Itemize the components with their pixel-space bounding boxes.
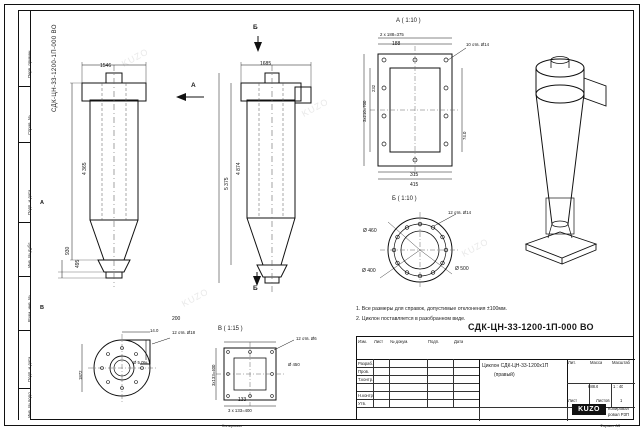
section-mark-b-bottom: Б xyxy=(253,285,258,292)
col-podp: Подп. xyxy=(428,339,440,344)
section-mark-a-left: А xyxy=(40,200,44,206)
margin-div xyxy=(18,330,30,331)
main-dim-1546: 1546 xyxy=(100,63,112,69)
section-arrow-b-bottom xyxy=(249,272,263,288)
detail-v-label: В ( 1:15 ) xyxy=(218,326,243,332)
detail-a-dim-315: 315 xyxy=(410,172,419,178)
note-2: 2. Циклон поставляется в разобранном виде. xyxy=(356,316,466,322)
margin-div xyxy=(18,86,30,87)
section-mark-b-top: Б xyxy=(253,24,258,31)
field-podp-data-1: Подп. и дата xyxy=(27,189,32,215)
sheets-label: Листов xyxy=(596,398,610,403)
detail-b-dim-holes: 12 отв. Ø14 xyxy=(448,210,472,215)
drawing-code: СДК-ЦН-33-1200-1П-000 ВО xyxy=(468,322,594,332)
margin-div xyxy=(18,142,30,143)
row-prov: Пров. xyxy=(358,369,370,374)
margin-line xyxy=(18,10,19,420)
margin-div xyxy=(18,276,30,277)
field-inv-podl: Инв. № подл. xyxy=(27,391,32,418)
mass-label: Масса xyxy=(590,360,603,365)
main-dim-495: 495 xyxy=(75,259,81,268)
detail-b-dim-400: Ø 400 xyxy=(362,268,376,274)
bl-dim-1872: 1872 xyxy=(78,370,83,380)
company-logo: KUZO xyxy=(572,404,606,415)
detail-b-dim-500: Ø 500 xyxy=(455,266,469,272)
bl-dim-diameter: Ø 5.0% xyxy=(133,360,148,365)
side-dim-5375: 5 375 xyxy=(224,177,230,190)
row-utv: Утв. xyxy=(358,401,366,406)
row-nkontr: Н.контр. xyxy=(358,393,375,398)
company-line2: ровал РЗП xyxy=(608,412,630,417)
watermark: KUZO xyxy=(120,46,151,69)
detail-v-dim-450: Ø 450 xyxy=(288,362,300,367)
detail-a-dim-740: 74.0 xyxy=(462,131,467,140)
detail-b-label: Б ( 1:10 ) xyxy=(392,196,417,202)
main-dim-930: 930 xyxy=(65,246,71,255)
scale-label: Масштаб xyxy=(612,360,630,365)
detail-v-dim-133: 133 xyxy=(238,397,247,403)
detail-a-dim-2x188: 2 х 188=375 xyxy=(380,32,404,37)
bl-dim-holes: 12 отв. Ø18 xyxy=(172,330,196,335)
col-list: Лист xyxy=(374,339,384,344)
margin-tick xyxy=(18,10,30,11)
col-izm: Изм. xyxy=(358,339,367,344)
side-view-cyclone xyxy=(225,55,335,295)
bl-dim-140: 14.0 xyxy=(150,328,159,333)
company-line1: Копировал xyxy=(608,406,629,411)
detail-a-dim-415: 415 xyxy=(410,182,419,188)
scale-value: 1 : 40 xyxy=(613,384,624,389)
section-arrow-b-top xyxy=(240,34,254,50)
col-data: Дата xyxy=(454,339,464,344)
product-name-line2: (правый) xyxy=(494,372,515,378)
side-dim-1685: 1685 xyxy=(260,61,272,67)
product-name-line1: Циклон СДК-ЦН-33-1200х1П xyxy=(482,363,549,369)
main-view-cyclone xyxy=(70,55,190,285)
field-podp-data-2: Подп. и дата xyxy=(27,356,32,382)
detail-a-label: А ( 1:10 ) xyxy=(396,18,421,24)
detail-v-dim-3x133-400: 3 х 133=400 xyxy=(228,408,252,413)
watermark: KUZO xyxy=(300,96,331,119)
field-inv-dubl: Инв. № дубл. xyxy=(27,241,32,268)
margin-div xyxy=(18,222,30,223)
detail-b-round-flange xyxy=(360,208,510,288)
side-dim-4874: 4 874 xyxy=(236,162,242,175)
field-perv-primen: Перв. примен. xyxy=(27,49,32,78)
lit-label: Лит. xyxy=(568,360,576,365)
bottom-left-note: Копировал xyxy=(222,423,243,428)
section-arrow-a xyxy=(176,92,206,104)
margin-div xyxy=(18,388,30,389)
note-1: 1. Все размеры для справок, допустимые отклонения ±100мм. xyxy=(356,306,507,312)
sheet-label: Лист xyxy=(568,398,578,403)
detail-a-flange xyxy=(362,32,502,182)
col-ndocum: № докум. xyxy=(390,339,409,344)
field-vzam-inv: Взам. инв. № xyxy=(27,295,32,322)
detail-v-dim-3x133: 3х133=400 xyxy=(211,364,216,386)
detail-a-dim-3x210: 3х210=700 xyxy=(362,100,367,122)
main-dim-4365: 4 365 xyxy=(82,162,88,175)
detail-a-dim-188: 188 xyxy=(392,41,401,47)
watermark: KUZO xyxy=(180,286,211,309)
detail-v-dim-holes: 12 отв. Ø6 xyxy=(296,336,317,341)
row-tkontr: Т.контр. xyxy=(358,377,374,382)
drawing-designation-vertical: СДК-ЦН-33-1200-1П-000 ВО xyxy=(52,24,58,112)
row-razrab: Разраб. xyxy=(358,361,374,366)
detail-a-dim-holes: 10 отв. Ø14 xyxy=(466,42,490,47)
field-sprav: Справ. № xyxy=(27,115,32,135)
bottom-left-view xyxy=(82,330,212,410)
isometric-view xyxy=(512,48,632,278)
sheets-value: 1 xyxy=(620,398,623,403)
bl-dim-200: 200 xyxy=(172,316,181,322)
watermark: KUZO xyxy=(460,236,491,259)
format-label: Формат A3 xyxy=(600,423,621,428)
detail-b-dim-460: Ø 460 xyxy=(363,228,377,234)
section-mark-a: А xyxy=(191,82,196,89)
detail-v-square-flange xyxy=(210,338,320,408)
section-mark-v: В xyxy=(40,305,44,311)
mass-value: 688.6 xyxy=(588,384,599,389)
detail-a-dim-232: 232 xyxy=(371,84,376,92)
